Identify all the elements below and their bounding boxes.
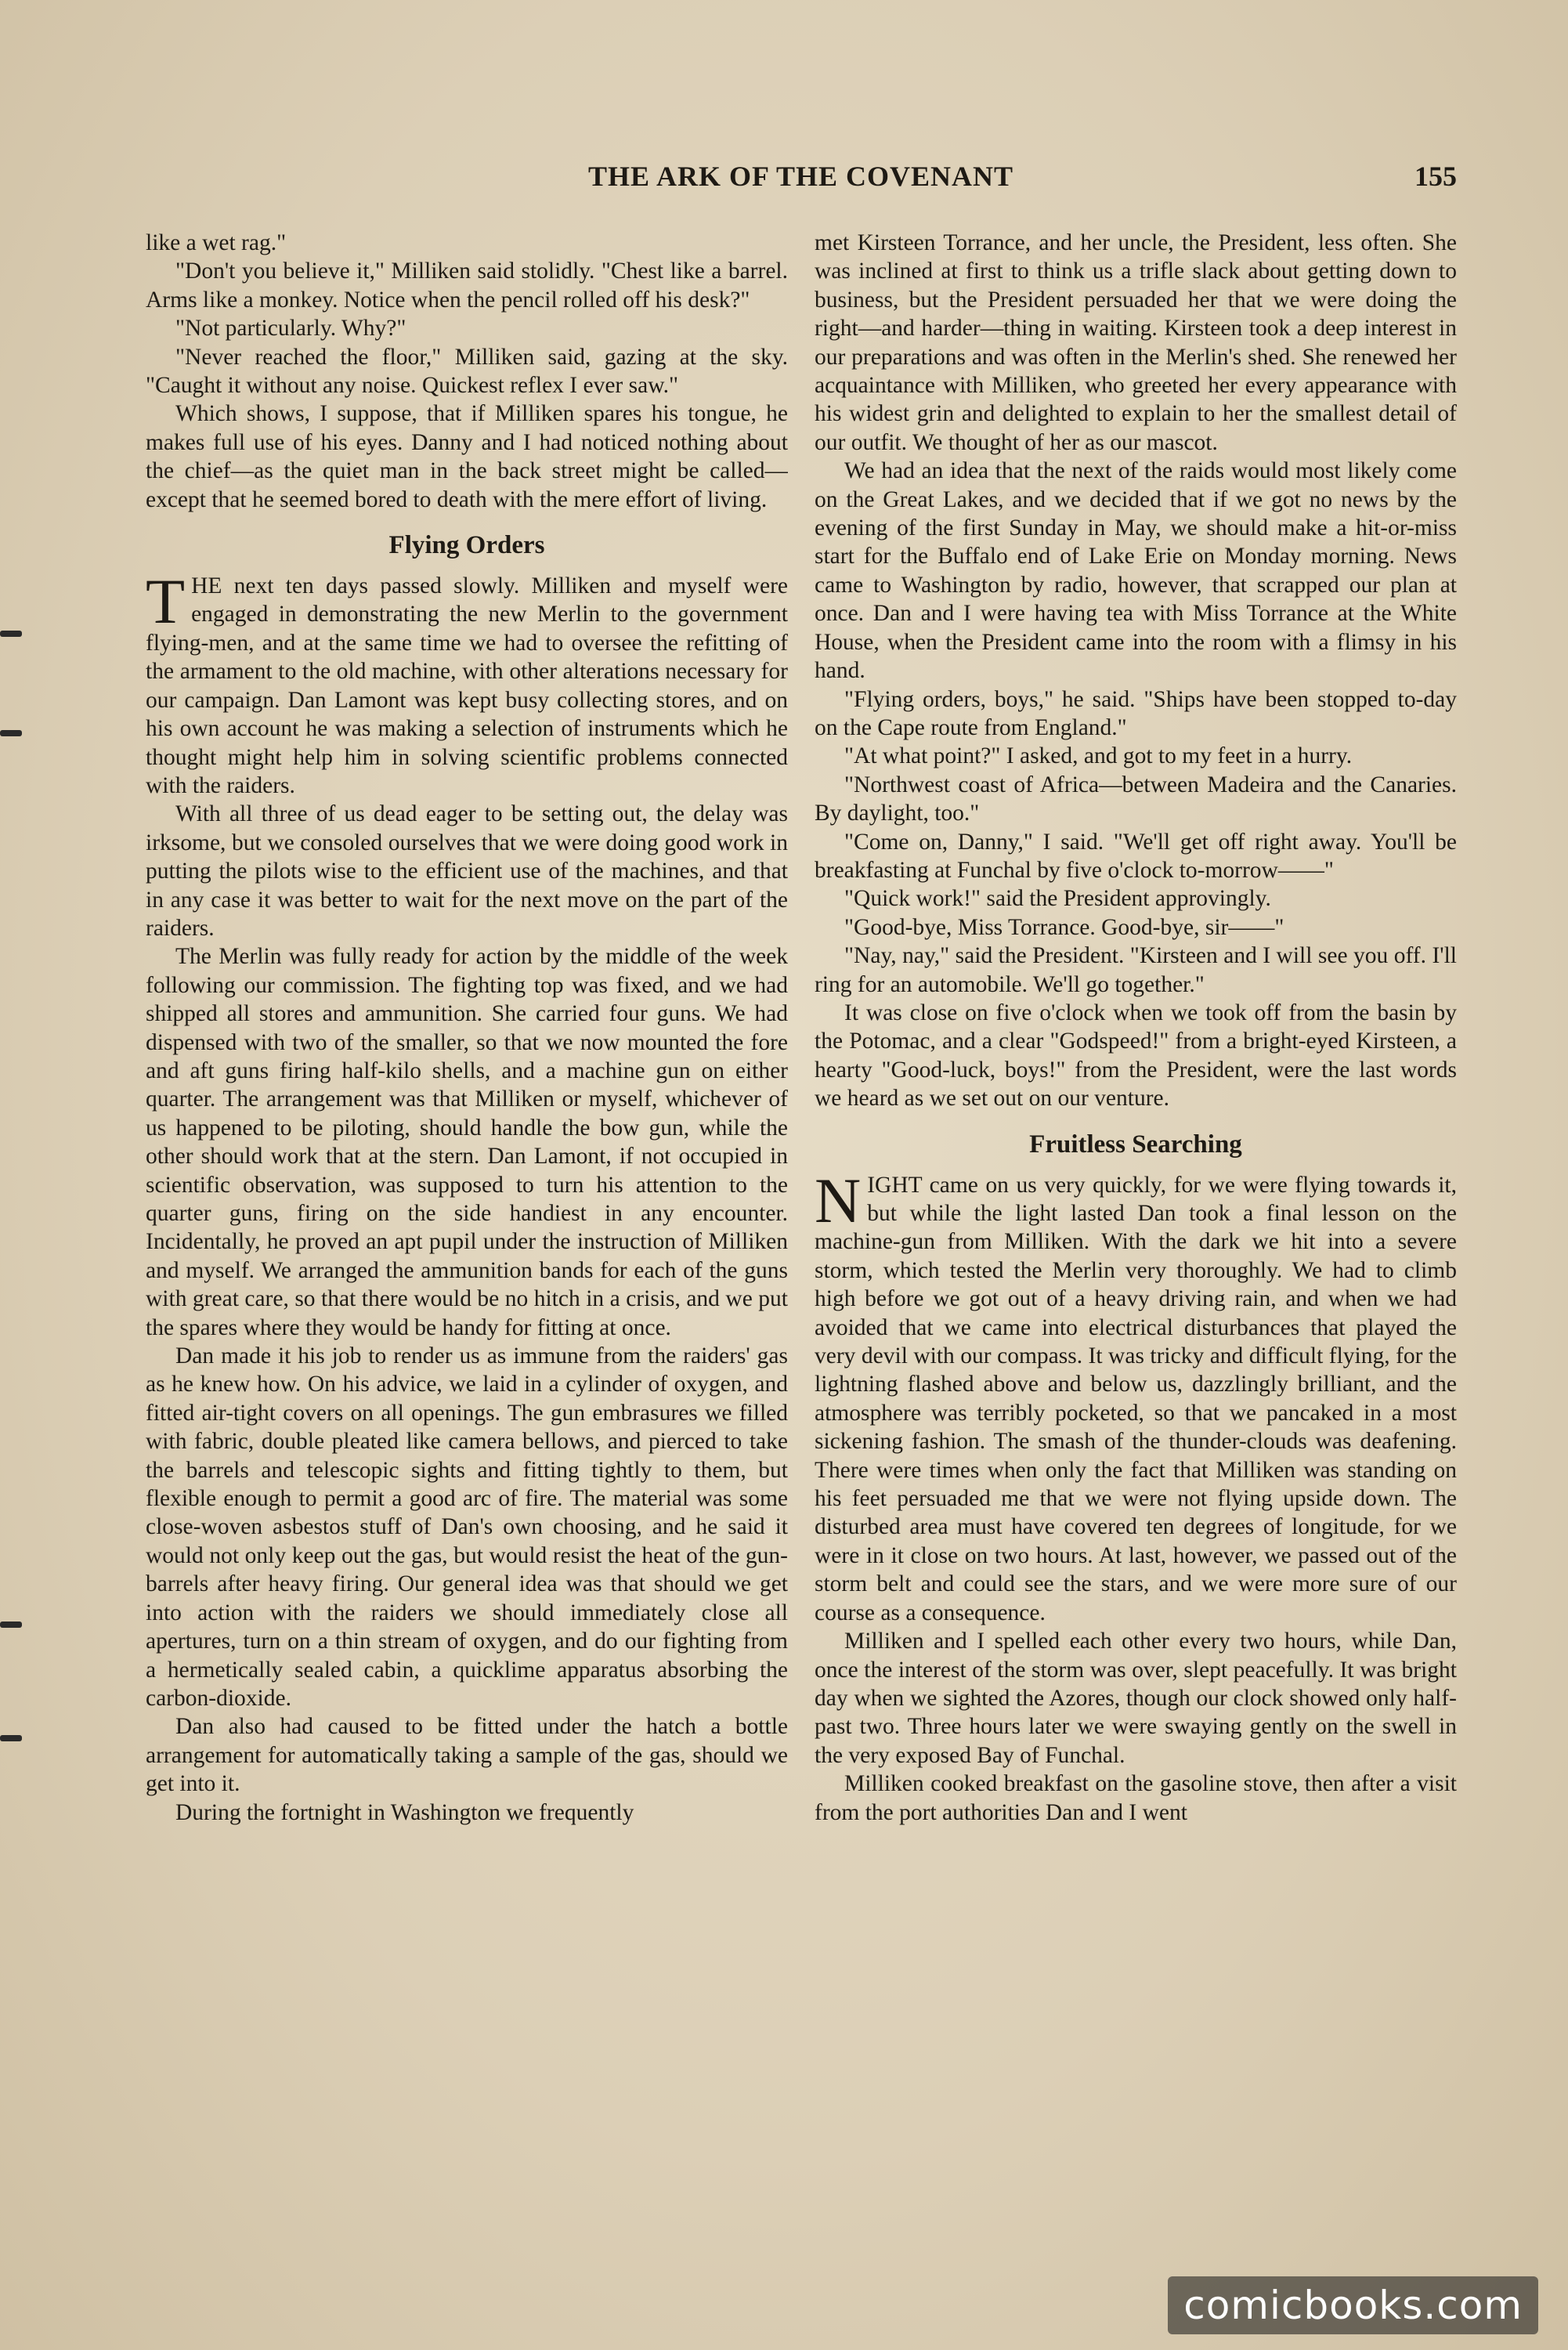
binding-mark <box>0 631 22 637</box>
running-title: THE ARK OF THE COVENANT <box>587 161 1014 192</box>
right-column <box>815 229 1457 2234</box>
paragraph: Milliken cooked breakfast on the gasoline stove, then after a visit from the port authorities Dan and I went <box>815 1771 1457 1825</box>
paragraph <box>815 1164 1457 1628</box>
paragraph: "Northwest coast of Africa—between Madeira and the Canaries. By daylight, too." <box>815 772 1457 826</box>
drop-cap: T <box>146 566 186 638</box>
paragraph: "Flying orders, boys," he said. "Ships have been stopped to-day on the Cape route from England." <box>815 686 1457 740</box>
paragraph: Dan made it his job to render us as immune from the raiders' gas as he knew how. On his advice, we laid in a cylinder of oxygen, and fitted air-tight covers on all openings. The gun embrasures we filled with fabric, double pleated like camera bellows, and pierced to take the barrels and telescopic sights and fitting tightly to them, but flexible enough to permit a good arc of fire. The material was some close-woven asbestos stuff of Dan's own choosing, and he said it would not only keep out the gas, but would resist the heat of the gun-barrels after heavy firing. Our general idea was that should we get into action with the raiders we should immediately close all apertures, turn on a thin stream of oxygen, and do our fighting from a hermetically sealed cabin, a quicklime apparatus absorbing the carbon-dioxide. <box>146 1343 788 1711</box>
binding-mark <box>0 730 22 736</box>
paragraph: like a wet rag." <box>146 230 287 255</box>
watermark: comicbooks.com <box>1168 2276 1538 2334</box>
paragraph: "Never reached the floor," Milliken said, gazing at the sky. "Caught it without any noise. Quickest reflex I ever saw." <box>146 344 788 399</box>
paragraph: The Merlin was fully ready for action by the middle of the week following our commission. The fighting top was fixed, and we had shipped all stores and ammunition. She carried four guns. We had dispensed with two of the smaller, so that we now mounted the fore and aft guns firing half-kilo shells, and a machine gun on either quarter. The arrangement was that Milliken or myself, whichever of us happened to be piloting, should handle the bow gun, while the other should work that at the stern. Dan Lamont, if not occupied in scientific observation, was supposed to turn his attention to the quarter guns, firing on the side handiest in any encounter. Incidentally, he proved an apt pupil under the instruction of Milliken and myself. We arranged the ammunition bands for each of the guns with great care, so that there would be no hitch in a crisis, and we put the spares where they would be handy for fitting at once. <box>146 944 788 1340</box>
paragraph: We had an idea that the next of the raids would most likely come on the Great Lakes, and we decided that if we got no news by the evening of the first Sunday in May, we should make a hit-or-miss start for the Buffalo end of Lake Erie on Monday morning. News came to Washington by radio, however, that scrapped our plan at once. Dan and I were having tea with Miss Torrance at the White House, when the President came into the room with a flimsy in his hand. <box>815 458 1457 684</box>
paragraph: "At what point?" I asked, and got to my feet in a hurry. <box>844 743 1353 769</box>
paragraph: "Nay, nay," said the President. "Kirsteen and I will see you off. I'll ring for an automobile. We'll go together." <box>815 943 1457 997</box>
paragraph: Which shows, I suppose, that if Milliken spares his tongue, he makes full use of his eyes. Danny and I had noticed nothing about the chief—as the quiet man in the back street might be called—except that he seemed bored to death with the mere effort of living. <box>146 401 788 512</box>
paragraph: "Don't you believe it," Milliken said stolidly. "Chest like a barrel. Arms like a monkey. Notice when the pencil rolled off his desk?" <box>146 258 788 313</box>
paragraph <box>146 566 788 800</box>
paragraph: "Good-bye, Miss Torrance. Good-bye, sir——" <box>844 914 1284 940</box>
paragraph: With all three of us dead eager to be setting out, the delay was irksome, but we consoled ourselves that we were doing good work in putting the pilots wise to the efficient use of the machines, and that in any case it was better to wait for the next move on the part of the raiders. <box>146 801 788 941</box>
paragraph-text: HE next ten days passed slowly. Milliken and myself were engaged in demonstrating the new Merlin to the government flying-men, and at the same time we had to oversee the refitting of the armament to the old machine, with other alterations necessary for our campaign. Dan Lamont was kept busy collecting stores, and on his own account he was making a selection of instruments which he thought might help him in solving scientific problems connected with the raiders. <box>146 573 788 798</box>
drop-cap: N <box>815 1164 862 1236</box>
section-heading: Flying Orders <box>388 531 545 560</box>
page-header <box>145 153 1457 200</box>
left-column <box>146 229 788 2234</box>
paragraph: "Not particularly. Why?" <box>175 316 406 342</box>
paragraph: Milliken and I spelled each other every two hours, while Dan, once the interest of the storm was over, slept peacefully. It was bright day when we sighted the Azores, though our clock showed only half-past two. Three hours later we were swaying gently on the swell in the very exposed Bay of Funchal. <box>815 1629 1457 1768</box>
paragraph: "Come on, Danny," I said. "We'll get off right away. You'll be breakfasting at Funchal by five o'clock to-morrow——" <box>815 829 1457 883</box>
paragraph: met Kirsteen Torrance, and her uncle, the President, less often. She was inclined at first to think us a trifle slack about getting down to business, but the President persuaded her that we were doing the right—and harder—thing in waiting. Kirsteen took a deep interest in our preparations and was often in the Merlin's shed. She renewed her acquaintance with Milliken, who greeted her every appearance with his widest grin and delighted to explain to her the smallest detail of our outfit. We thought of her as our mascot. <box>815 230 1457 455</box>
binding-mark <box>0 1735 22 1741</box>
section-heading: Fruitless Searching <box>1029 1130 1242 1159</box>
paragraph: During the fortnight in Washington we frequently <box>175 1799 634 1825</box>
paragraph: It was close on five o'clock when we took off from the basin by the Potomac, and a clear "Godspeed!" from a bright-eyed Kirsteen, a hearty "Good-luck, boys!" from the President, were the last words we heard as we set out on our venture. <box>815 1000 1457 1112</box>
binding-mark <box>0 1622 22 1628</box>
paragraph: "Quick work!" said the President approvingly. <box>844 886 1271 912</box>
paragraph: Dan also had caused to be fitted under the hatch a bottle arrangement for automatically taking a sample of the gas, should we get into it. <box>146 1714 788 1797</box>
paragraph-text: IGHT came on us very quickly, for we were flying towards it, but while the light lasted Dan took a final lesson on the machine-gun from Milliken. With the dark we hit into a severe storm, which tested the Merlin very thoroughly. We had to climb high before we got out of a heavy driving rain, and when we had avoided that we came into electrical disturbances that played the very devil with our compass. It was tricky and difficult flying, for the lightning flashed above and below us, dazzlingly brilliant, and the atmosphere was terribly pocketed, so that we pancaked in a most sickening fashion. The smash of the thunder-clouds was deafening. There were times when only the fact that Milliken was standing on his feet persuaded me that we were not flying upside down. The disturbed area must have covered ten degrees of longitude, for we were in it close on two hours. At last, however, we passed out of the storm belt and could see the stars, and we were more sure of our course as a consequence. <box>815 1172 1457 1625</box>
page-number: 155 <box>1414 161 1457 192</box>
